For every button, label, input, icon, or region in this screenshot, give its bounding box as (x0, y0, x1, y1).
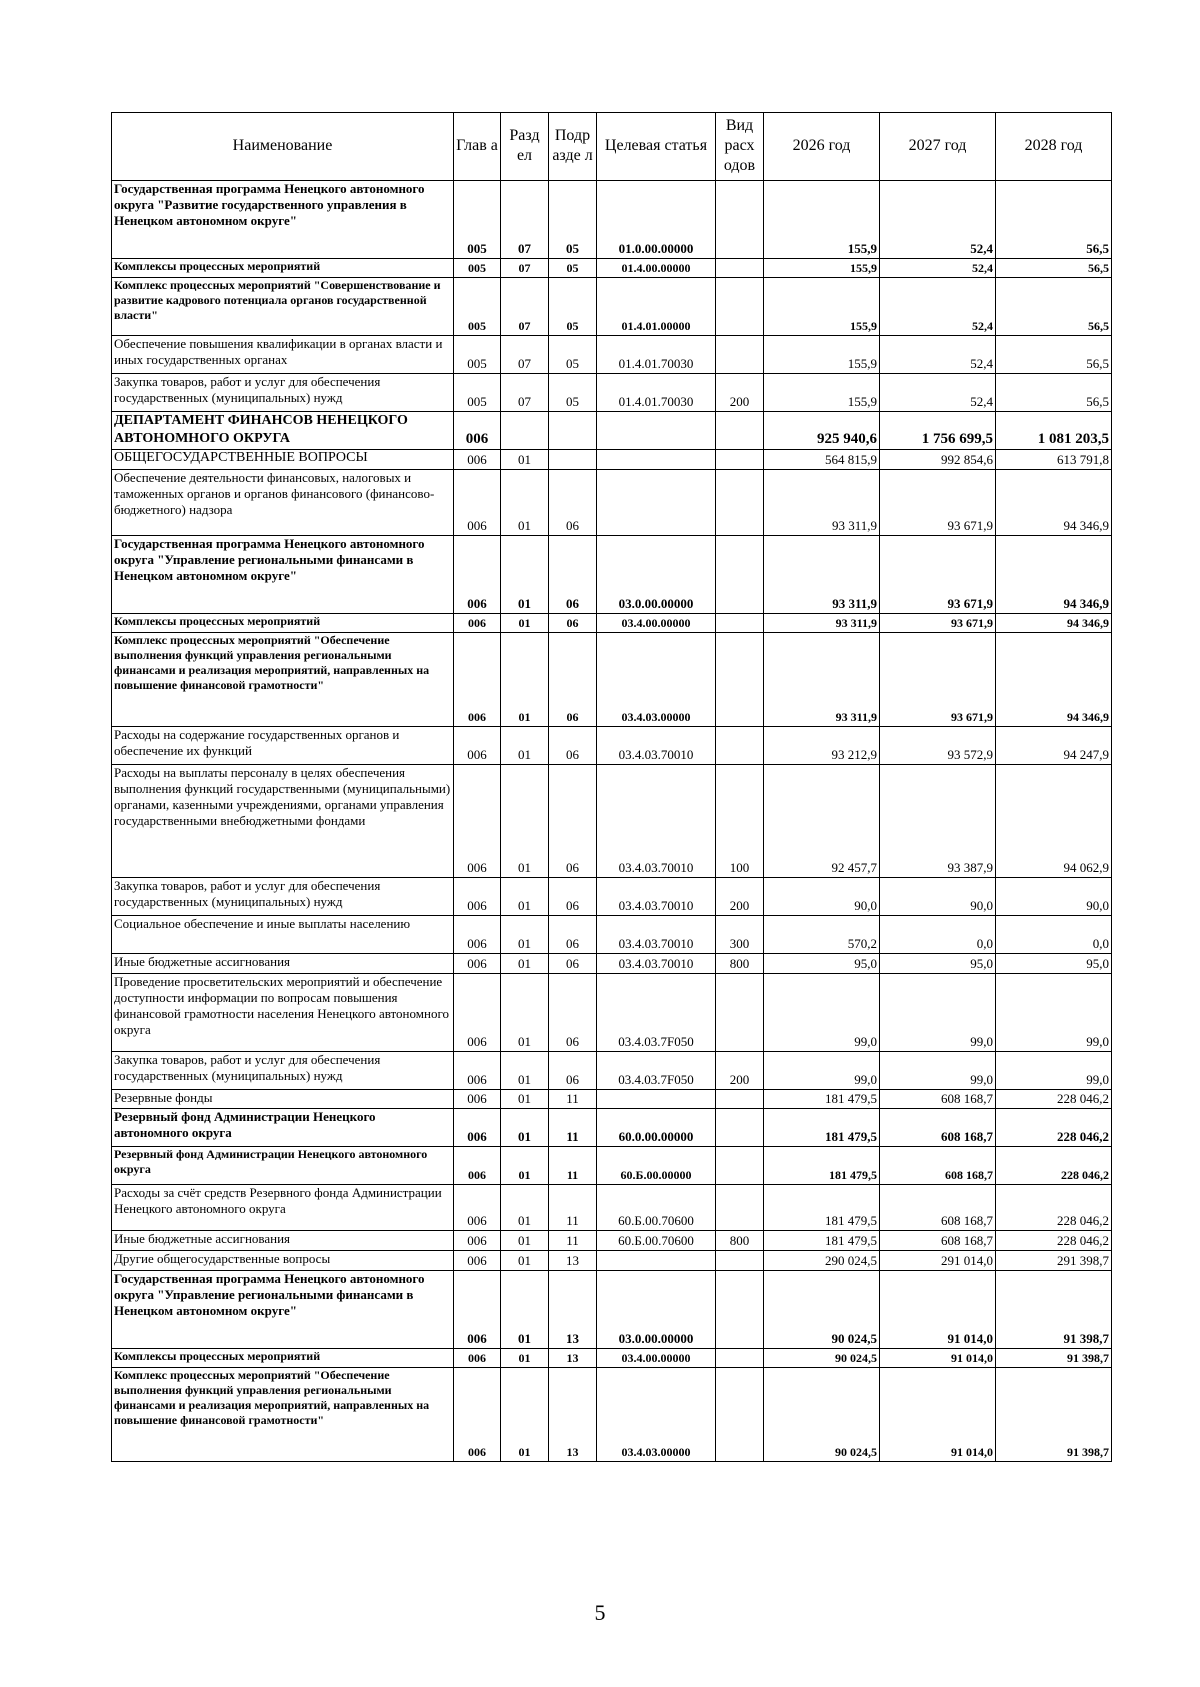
row-target: 60.Б.00.70600 (597, 1185, 716, 1231)
row-target: 03.4.00.00000 (597, 614, 716, 633)
row-target: 01.4.01.00000 (597, 278, 716, 336)
row-target: 03.4.03.70010 (597, 765, 716, 878)
table-row (112, 765, 1112, 878)
table-row (112, 374, 1112, 412)
row-name: Комплекс процессных мероприятий "Совершенствование и развитие кадрового потенциала органов государственной власти" (112, 278, 454, 336)
row-value-2026: 155,9 (764, 374, 880, 412)
row-vid: 800 (716, 954, 764, 974)
row-glava: 006 (454, 614, 501, 633)
table-row (112, 450, 1112, 470)
row-glava: 006 (454, 727, 501, 765)
row-value-2027: 52,4 (880, 374, 996, 412)
row-value-2026: 155,9 (764, 336, 880, 374)
table-row (112, 1271, 1112, 1349)
row-value-2026: 93 212,9 (764, 727, 880, 765)
row-podrazdel: 05 (549, 278, 597, 336)
row-value-2028: 99,0 (996, 1052, 1112, 1090)
row-value-2026: 90 024,5 (764, 1271, 880, 1349)
row-razdel: 01 (501, 1185, 549, 1231)
row-razdel: 01 (501, 1271, 549, 1349)
row-value-2028: 95,0 (996, 954, 1112, 974)
row-value-2027: 1 756 699,5 (880, 412, 996, 450)
row-value-2027: 608 168,7 (880, 1109, 996, 1147)
row-name: Расходы за счёт средств Резервного фонда Администрации Ненецкого автономного округа (112, 1185, 454, 1231)
row-podrazdel: 13 (549, 1368, 597, 1462)
table-row (112, 336, 1112, 374)
row-vid (716, 450, 764, 470)
row-glava: 006 (454, 1251, 501, 1271)
row-value-2028: 291 398,7 (996, 1251, 1112, 1271)
row-value-2028: 99,0 (996, 974, 1112, 1052)
header-2027: 2027 год (880, 113, 996, 181)
row-value-2027: 291 014,0 (880, 1251, 996, 1271)
row-value-2028: 91 398,7 (996, 1349, 1112, 1368)
row-value-2028: 228 046,2 (996, 1090, 1112, 1109)
table-row (112, 470, 1112, 536)
row-target: 01.0.00.00000 (597, 181, 716, 259)
row-value-2026: 92 457,7 (764, 765, 880, 878)
row-podrazdel: 06 (549, 727, 597, 765)
row-razdel: 01 (501, 1147, 549, 1185)
row-value-2028: 94 247,9 (996, 727, 1112, 765)
row-glava: 006 (454, 633, 501, 727)
row-podrazdel: 06 (549, 1052, 597, 1090)
row-value-2028: 91 398,7 (996, 1368, 1112, 1462)
table-row (112, 1251, 1112, 1271)
table-row (112, 278, 1112, 336)
row-name: Закупка товаров, работ и услуг для обеспечения государственных (муниципальных) нужд (112, 878, 454, 916)
row-glava: 006 (454, 1147, 501, 1185)
row-vid (716, 1147, 764, 1185)
row-value-2026: 90 024,5 (764, 1368, 880, 1462)
row-podrazdel: 13 (549, 1271, 597, 1349)
row-target: 03.4.03.70010 (597, 878, 716, 916)
row-vid (716, 412, 764, 450)
row-podrazdel: 11 (549, 1231, 597, 1251)
row-name: Другие общегосударственные вопросы (112, 1251, 454, 1271)
row-value-2027: 52,4 (880, 336, 996, 374)
row-target: 01.4.01.70030 (597, 336, 716, 374)
row-glava: 006 (454, 1185, 501, 1231)
row-value-2026: 155,9 (764, 278, 880, 336)
row-target: 01.4.00.00000 (597, 259, 716, 278)
row-razdel: 07 (501, 278, 549, 336)
row-razdel (501, 412, 549, 450)
row-razdel: 01 (501, 727, 549, 765)
row-value-2026: 93 311,9 (764, 536, 880, 614)
row-podrazdel: 06 (549, 954, 597, 974)
row-podrazdel: 11 (549, 1109, 597, 1147)
row-value-2027: 52,4 (880, 181, 996, 259)
table-header-row (112, 113, 1112, 181)
row-name: Обеспечение повышения квалификации в органах власти и иных государственных органах (112, 336, 454, 374)
row-target (597, 470, 716, 536)
row-value-2026: 925 940,6 (764, 412, 880, 450)
row-podrazdel: 06 (549, 878, 597, 916)
row-podrazdel: 11 (549, 1090, 597, 1109)
row-target: 03.4.03.7F050 (597, 974, 716, 1052)
row-value-2028: 56,5 (996, 374, 1112, 412)
row-vid (716, 727, 764, 765)
table-row (112, 878, 1112, 916)
header-target: Целевая статья (597, 113, 716, 181)
row-vid (716, 1271, 764, 1349)
row-value-2028: 94 346,9 (996, 470, 1112, 536)
row-glava: 006 (454, 954, 501, 974)
row-podrazdel: 13 (549, 1349, 597, 1368)
row-glava: 006 (454, 765, 501, 878)
row-value-2028: 228 046,2 (996, 1109, 1112, 1147)
row-vid (716, 336, 764, 374)
table-row (112, 1109, 1112, 1147)
row-name: Государственная программа Ненецкого автономного округа "Развитие государственного управления в Ненецком автономном округе" (112, 181, 454, 259)
header-vid: Вид расх одов (716, 113, 764, 181)
row-podrazdel: 06 (549, 614, 597, 633)
row-glava: 006 (454, 916, 501, 954)
row-podrazdel: 06 (549, 536, 597, 614)
row-glava: 006 (454, 412, 501, 450)
row-vid (716, 1368, 764, 1462)
row-value-2026: 181 479,5 (764, 1147, 880, 1185)
row-value-2028: 228 046,2 (996, 1231, 1112, 1251)
row-razdel: 07 (501, 374, 549, 412)
row-glava: 006 (454, 1090, 501, 1109)
row-value-2027: 608 168,7 (880, 1231, 996, 1251)
row-glava: 006 (454, 470, 501, 536)
row-podrazdel: 05 (549, 259, 597, 278)
table-row (112, 1231, 1112, 1251)
header-podrazdel: Подр азде л (549, 113, 597, 181)
row-name: Обеспечение деятельности финансовых, налоговых и таможенных органов и органов финансового (финансово-бюджетного) надзора (112, 470, 454, 536)
row-glava: 006 (454, 974, 501, 1052)
row-value-2028: 1 081 203,5 (996, 412, 1112, 450)
table-row (112, 727, 1112, 765)
row-value-2026: 155,9 (764, 181, 880, 259)
row-vid (716, 1185, 764, 1231)
row-value-2028: 91 398,7 (996, 1271, 1112, 1349)
row-razdel: 01 (501, 1349, 549, 1368)
row-glava: 006 (454, 1271, 501, 1349)
row-target (597, 412, 716, 450)
row-name: Государственная программа Ненецкого автономного округа "Управление региональными финансами в Ненецком автономном округе" (112, 536, 454, 614)
row-value-2027: 93 671,9 (880, 470, 996, 536)
row-razdel: 01 (501, 470, 549, 536)
row-podrazdel: 05 (549, 374, 597, 412)
row-value-2027: 91 014,0 (880, 1271, 996, 1349)
row-name: ДЕПАРТАМЕНТ ФИНАНСОВ НЕНЕЦКОГО АВТОНОМНОГО ОКРУГА (112, 412, 454, 450)
row-glava: 006 (454, 1368, 501, 1462)
row-value-2027: 99,0 (880, 1052, 996, 1090)
row-value-2028: 56,5 (996, 181, 1112, 259)
row-value-2026: 95,0 (764, 954, 880, 974)
row-value-2027: 52,4 (880, 278, 996, 336)
table-row (112, 412, 1112, 450)
row-vid (716, 1109, 764, 1147)
row-glava: 005 (454, 259, 501, 278)
row-name: Резервные фонды (112, 1090, 454, 1109)
row-target: 03.4.03.70010 (597, 916, 716, 954)
table-row (112, 1368, 1112, 1462)
row-value-2028: 228 046,2 (996, 1185, 1112, 1231)
row-target: 03.4.03.00000 (597, 633, 716, 727)
row-value-2028: 56,5 (996, 278, 1112, 336)
table-row (112, 1349, 1112, 1368)
header-name: Наименование (112, 113, 454, 181)
row-glava: 006 (454, 536, 501, 614)
row-vid: 100 (716, 765, 764, 878)
row-vid (716, 974, 764, 1052)
row-value-2028: 0,0 (996, 916, 1112, 954)
row-target: 03.0.00.00000 (597, 1271, 716, 1349)
row-podrazdel: 11 (549, 1147, 597, 1185)
row-value-2028: 90,0 (996, 878, 1112, 916)
row-name: Комплексы процессных мероприятий (112, 259, 454, 278)
row-value-2027: 91 014,0 (880, 1368, 996, 1462)
row-value-2028: 94 062,9 (996, 765, 1112, 878)
row-glava: 005 (454, 374, 501, 412)
row-value-2026: 93 311,9 (764, 614, 880, 633)
row-name: Комплексы процессных мероприятий (112, 614, 454, 633)
row-value-2028: 56,5 (996, 336, 1112, 374)
row-value-2027: 608 168,7 (880, 1185, 996, 1231)
row-razdel: 01 (501, 1251, 549, 1271)
row-target: 01.4.01.70030 (597, 374, 716, 412)
row-razdel: 01 (501, 916, 549, 954)
table-row (112, 974, 1112, 1052)
row-value-2028: 228 046,2 (996, 1147, 1112, 1185)
row-value-2027: 608 168,7 (880, 1147, 996, 1185)
row-name: Расходы на выплаты персоналу в целях обеспечения выполнения функций государственными (муниципальными) органами, казенными учреждениями, органами управления государственными внебюджетными фондами (112, 765, 454, 878)
row-razdel: 01 (501, 1052, 549, 1090)
row-vid: 300 (716, 916, 764, 954)
table-row (112, 1090, 1112, 1109)
row-value-2027: 91 014,0 (880, 1349, 996, 1368)
row-razdel: 01 (501, 1368, 549, 1462)
row-podrazdel: 06 (549, 765, 597, 878)
row-target: 03.0.00.00000 (597, 536, 716, 614)
table-row (112, 954, 1112, 974)
table-row (112, 536, 1112, 614)
header-razdel: Разд ел (501, 113, 549, 181)
row-podrazdel (549, 450, 597, 470)
row-value-2027: 608 168,7 (880, 1090, 996, 1109)
row-value-2026: 570,2 (764, 916, 880, 954)
row-value-2026: 290 024,5 (764, 1251, 880, 1271)
row-value-2026: 155,9 (764, 259, 880, 278)
row-value-2026: 99,0 (764, 974, 880, 1052)
row-name: Резервный фонд Администрации Ненецкого автономного округа (112, 1147, 454, 1185)
row-vid (716, 470, 764, 536)
row-value-2027: 90,0 (880, 878, 996, 916)
row-target (597, 1090, 716, 1109)
row-vid (716, 1251, 764, 1271)
row-target: 03.4.03.70010 (597, 727, 716, 765)
row-glava: 006 (454, 1109, 501, 1147)
row-podrazdel: 05 (549, 181, 597, 259)
row-glava: 006 (454, 1231, 501, 1251)
row-name: Комплексы процессных мероприятий (112, 1349, 454, 1368)
row-podrazdel: 06 (549, 470, 597, 536)
row-value-2027: 93 671,9 (880, 614, 996, 633)
row-podrazdel: 13 (549, 1251, 597, 1271)
row-target: 60.Б.00.70600 (597, 1231, 716, 1251)
row-vid (716, 536, 764, 614)
row-target: 03.4.03.7F050 (597, 1052, 716, 1090)
row-vid (716, 181, 764, 259)
row-podrazdel: 06 (549, 916, 597, 954)
row-podrazdel: 06 (549, 974, 597, 1052)
row-vid (716, 614, 764, 633)
header-glava: Глав а (454, 113, 501, 181)
row-glava: 005 (454, 278, 501, 336)
row-razdel: 01 (501, 614, 549, 633)
row-vid: 200 (716, 1052, 764, 1090)
row-glava: 006 (454, 1349, 501, 1368)
budget-table (111, 112, 1112, 1462)
row-value-2027: 93 572,9 (880, 727, 996, 765)
row-podrazdel: 11 (549, 1185, 597, 1231)
row-razdel: 01 (501, 878, 549, 916)
row-value-2026: 181 479,5 (764, 1231, 880, 1251)
row-name: Расходы на содержание государственных органов и обеспечение их функций (112, 727, 454, 765)
row-value-2027: 992 854,6 (880, 450, 996, 470)
row-vid: 200 (716, 878, 764, 916)
header-2026: 2026 год (764, 113, 880, 181)
page-number: 5 (594, 1600, 606, 1625)
row-value-2027: 93 671,9 (880, 536, 996, 614)
row-vid (716, 1349, 764, 1368)
row-value-2027: 0,0 (880, 916, 996, 954)
table-row (112, 1052, 1112, 1090)
row-glava: 005 (454, 181, 501, 259)
row-value-2027: 52,4 (880, 259, 996, 278)
row-value-2026: 90,0 (764, 878, 880, 916)
row-razdel: 01 (501, 954, 549, 974)
row-name: Закупка товаров, работ и услуг для обеспечения государственных (муниципальных) нужд (112, 1052, 454, 1090)
row-value-2026: 90 024,5 (764, 1349, 880, 1368)
row-value-2026: 181 479,5 (764, 1185, 880, 1231)
row-vid (716, 278, 764, 336)
row-value-2028: 613 791,8 (996, 450, 1112, 470)
row-value-2026: 181 479,5 (764, 1090, 880, 1109)
row-name: Комплекс процессных мероприятий "Обеспечение выполнения функций управления региональными финансами и реализация мероприятий, направленных на повышение финансовой грамотности" (112, 1368, 454, 1462)
row-value-2027: 93 387,9 (880, 765, 996, 878)
row-value-2027: 95,0 (880, 954, 996, 974)
row-value-2026: 564 815,9 (764, 450, 880, 470)
row-razdel: 01 (501, 1109, 549, 1147)
row-name: Иные бюджетные ассигнования (112, 1231, 454, 1251)
budget-table-sheet (111, 112, 1111, 1462)
row-name: Государственная программа Ненецкого автономного округа "Управление региональными финансами в Ненецком автономном округе" (112, 1271, 454, 1349)
row-vid (716, 1090, 764, 1109)
row-name: Закупка товаров, работ и услуг для обеспечения государственных (муниципальных) нужд (112, 374, 454, 412)
row-target (597, 450, 716, 470)
row-name: Проведение просветительских мероприятий и обеспечение доступности информации по вопросам повышения финансовой грамотности населения Ненецкого автономного округа (112, 974, 454, 1052)
row-name: Иные бюджетные ассигнования (112, 954, 454, 974)
table-row (112, 259, 1112, 278)
row-value-2027: 99,0 (880, 974, 996, 1052)
row-name: Социальное обеспечение и иные выплаты населению (112, 916, 454, 954)
table-row (112, 181, 1112, 259)
table-row (112, 916, 1112, 954)
row-target: 03.4.00.00000 (597, 1349, 716, 1368)
row-razdel: 01 (501, 1231, 549, 1251)
row-razdel: 01 (501, 450, 549, 470)
row-value-2028: 94 346,9 (996, 633, 1112, 727)
row-podrazdel (549, 412, 597, 450)
row-glava: 006 (454, 1052, 501, 1090)
row-value-2028: 94 346,9 (996, 614, 1112, 633)
row-razdel: 07 (501, 259, 549, 278)
row-value-2026: 93 311,9 (764, 470, 880, 536)
table-row (112, 1185, 1112, 1231)
row-podrazdel: 06 (549, 633, 597, 727)
row-value-2028: 94 346,9 (996, 536, 1112, 614)
row-vid: 200 (716, 374, 764, 412)
row-razdel: 07 (501, 181, 549, 259)
row-glava: 006 (454, 450, 501, 470)
row-value-2026: 93 311,9 (764, 633, 880, 727)
row-value-2028: 56,5 (996, 259, 1112, 278)
table-row (112, 1147, 1112, 1185)
row-vid (716, 633, 764, 727)
row-razdel: 01 (501, 765, 549, 878)
row-name: ОБЩЕГОСУДАРСТВЕННЫЕ ВОПРОСЫ (112, 450, 454, 470)
row-value-2027: 93 671,9 (880, 633, 996, 727)
row-target (597, 1251, 716, 1271)
table-row (112, 633, 1112, 727)
row-podrazdel: 05 (549, 336, 597, 374)
row-razdel: 01 (501, 536, 549, 614)
row-razdel: 01 (501, 974, 549, 1052)
row-vid: 800 (716, 1231, 764, 1251)
row-vid (716, 259, 764, 278)
row-name: Комплекс процессных мероприятий "Обеспечение выполнения функций управления региональными финансами и реализация мероприятий, направленных на повышение финансовой грамотности" (112, 633, 454, 727)
row-razdel: 07 (501, 336, 549, 374)
header-2028: 2028 год (996, 113, 1112, 181)
row-glava: 005 (454, 336, 501, 374)
row-target: 03.4.03.00000 (597, 1368, 716, 1462)
row-razdel: 01 (501, 1090, 549, 1109)
table-row (112, 614, 1112, 633)
row-value-2026: 99,0 (764, 1052, 880, 1090)
row-target: 03.4.03.70010 (597, 954, 716, 974)
row-target: 60.0.00.00000 (597, 1109, 716, 1147)
row-value-2026: 181 479,5 (764, 1109, 880, 1147)
row-razdel: 01 (501, 633, 549, 727)
row-name: Резервный фонд Администрации Ненецкого автономного округа (112, 1109, 454, 1147)
row-glava: 006 (454, 878, 501, 916)
row-target: 60.Б.00.00000 (597, 1147, 716, 1185)
